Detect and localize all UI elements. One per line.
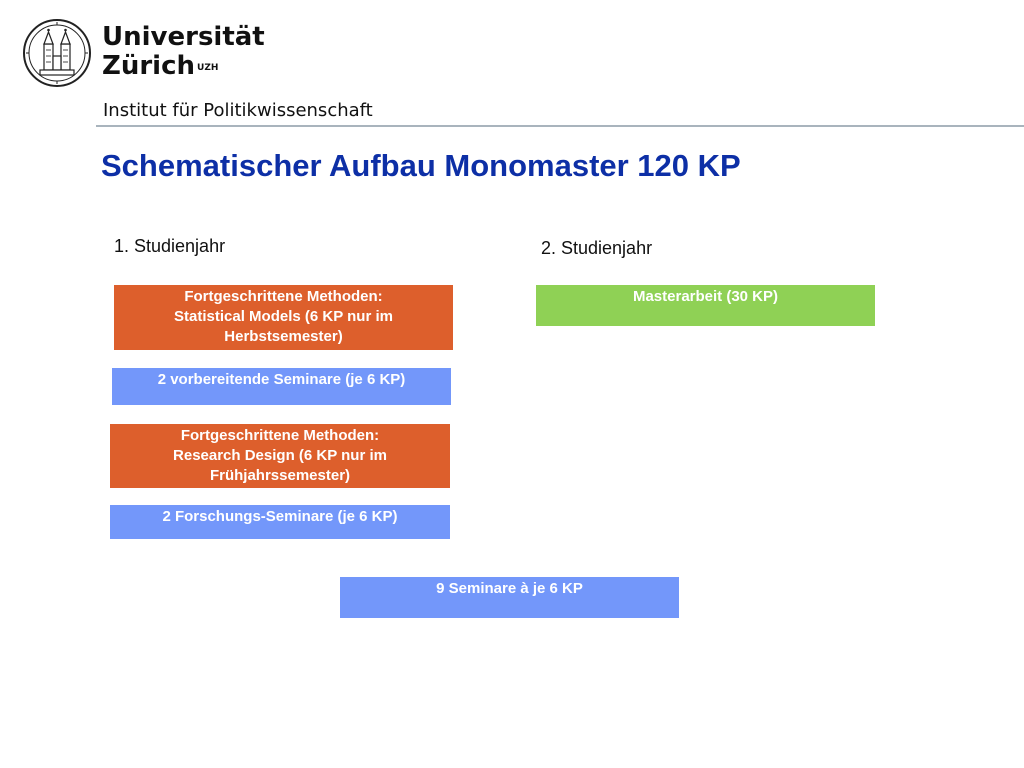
- module-text-line: Masterarbeit (30 KP): [632, 288, 779, 305]
- module-statistical-models: [114, 285, 453, 350]
- module-masterarbeit: [536, 285, 875, 326]
- university-abbreviation: UZH: [197, 63, 219, 73]
- university-seal-icon: [22, 18, 92, 88]
- module-vorbereitende-seminare: [112, 368, 451, 405]
- module-forschungs-seminare: [110, 505, 450, 539]
- university-logo-text: [102, 23, 265, 81]
- university-name-line2: Zürich: [102, 51, 196, 81]
- page-title: Schematischer Aufbau Monomaster 120 KP: [101, 148, 741, 183]
- module-text-line: Fortgeschrittene Methoden:: [184, 288, 383, 305]
- module-research-design: [110, 424, 450, 488]
- module-text-line: 9 Seminare à je 6 KP: [436, 580, 583, 597]
- module-text-line: 2 Forschungs-Seminare (je 6 KP): [162, 508, 398, 525]
- module-text-line: 2 vorbereitende Seminare (je 6 KP): [157, 371, 406, 388]
- module-text-line: Statistical Models (6 KP nur im: [174, 308, 393, 325]
- module-text-line: Frühjahrssemester): [209, 467, 351, 484]
- year-1-label: 1. Studienjahr: [114, 236, 226, 256]
- module-text-line: Fortgeschrittene Methoden:: [180, 427, 380, 444]
- university-name-line1: Universität: [102, 22, 265, 52]
- header-divider: [96, 125, 1024, 127]
- institute-name: Institut für Politikwissenschaft: [103, 100, 373, 121]
- module-seminare: [340, 577, 679, 618]
- module-text-line: Research Design (6 KP nur im: [173, 447, 387, 464]
- year-2-label: 2. Studienjahr: [541, 238, 653, 258]
- module-text-line: Herbstsemester): [224, 328, 343, 345]
